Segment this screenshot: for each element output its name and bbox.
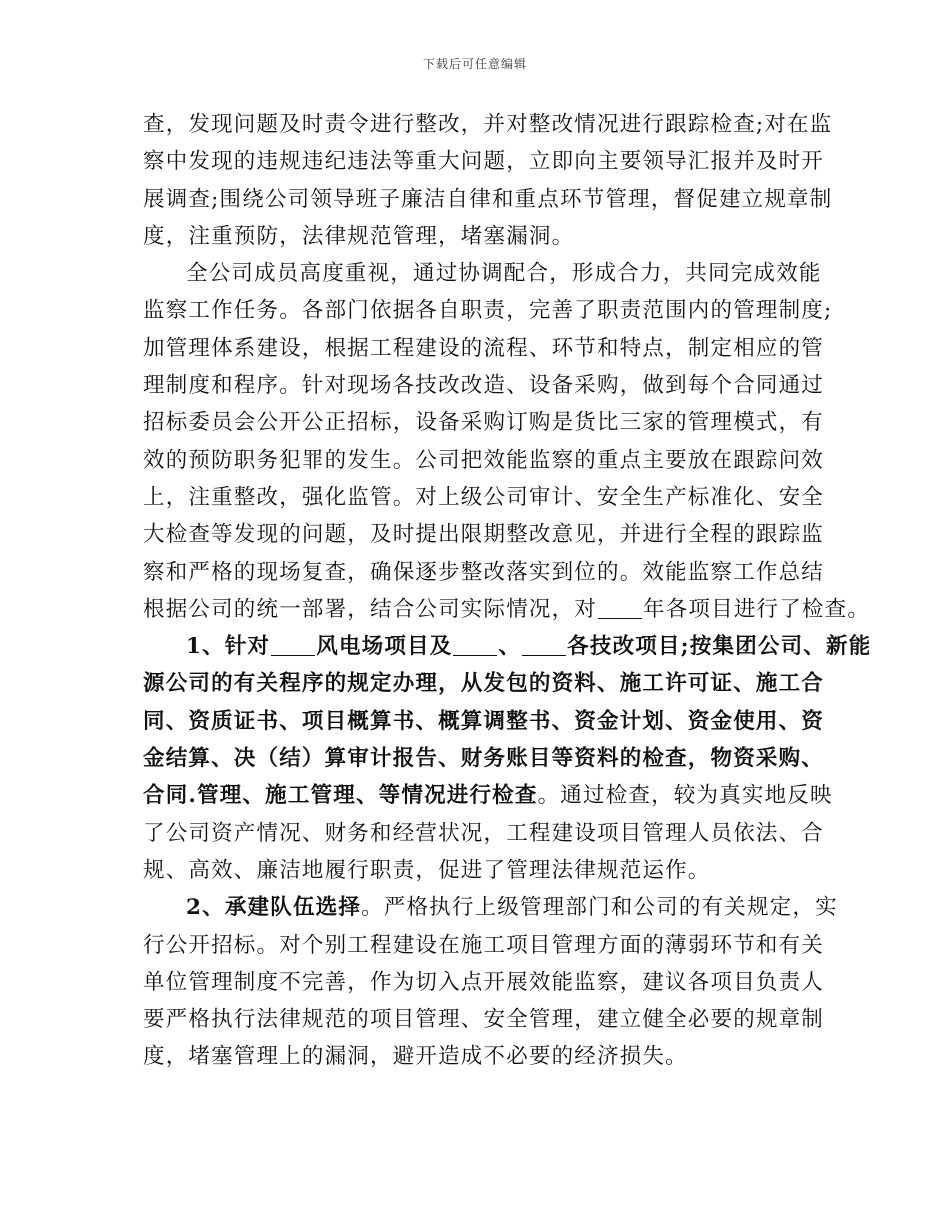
text-line bbox=[143, 628, 872, 665]
document-body bbox=[143, 106, 872, 1076]
text-fragment: 1、针对 bbox=[186, 634, 271, 660]
paragraph-3 bbox=[143, 628, 872, 889]
blank-underline bbox=[271, 634, 315, 657]
text-line: 展调查;围绕公司领导班子廉洁自律和重点环节管理，督促建立规章制 bbox=[143, 186, 833, 212]
paragraph-1 bbox=[143, 106, 833, 255]
text-fragment: 。通过检查，较为真实地反映 bbox=[537, 783, 833, 809]
text-line: 上，注重整改，强化监管。对上级公司审计、安全生产标准化、安全 bbox=[143, 484, 825, 510]
text-line: 大检查等发现的问题，及时提出限期整改意见，并进行全程的跟踪监 bbox=[143, 522, 825, 548]
text-line: 查，发现问题及时责令进行整改，并对整改情况进行跟踪检查;对在监 bbox=[143, 112, 833, 137]
text-line: 察和严格的现场复查，确保逐步整改落实到位的。效能监察工作总结 bbox=[143, 559, 825, 585]
paragraph-4 bbox=[143, 889, 838, 1075]
text-fragment: 2、承建队伍选择 bbox=[186, 895, 362, 921]
blank-underline bbox=[522, 634, 566, 657]
text-line: 了公司资产情况、财务和经营状况，工程建设项目管理人员依法、合 bbox=[143, 820, 825, 846]
text-line: 理制度和程序。针对现场各技改改造、设备采购，做到每个合同通过 bbox=[143, 373, 825, 399]
text-fragment: 各技改项目;按集团公司、新能 bbox=[567, 634, 872, 660]
text-line: 金结算、决（结）算审计报告、财务账目等资料的检查，物资采购、 bbox=[143, 746, 825, 772]
blank-underline bbox=[598, 596, 642, 619]
text-line bbox=[143, 591, 871, 628]
text-fragment: 。严格执行上级管理部门和公司的有关规定，实 bbox=[361, 895, 838, 921]
text-line: 监察工作任务。各部门依据各自职责，完善了职责范围内的管理制度; bbox=[143, 298, 833, 324]
text-line: 加管理体系建设，根据工程建设的流程、环节和特点，制定相应的管 bbox=[143, 335, 825, 361]
text-fragment: 风电场项目及 bbox=[316, 634, 453, 660]
text-line bbox=[143, 889, 838, 926]
page-header: 下载后可任意编辑 bbox=[422, 57, 527, 71]
blank-underline bbox=[453, 634, 497, 657]
text-line: 度，堵塞管理上的漏洞，避开造成不必要的经济损失。 bbox=[143, 1044, 688, 1070]
text-fragment: 、 bbox=[498, 634, 522, 660]
text-fragment: 合同.管理、施工管理、等情况进行检查 bbox=[143, 783, 538, 809]
text-line: 要严格执行法律规范的项目管理、安全管理，建立健全必要的规章制 bbox=[143, 1007, 825, 1033]
text-fragment: 根据公司的统一部署，结合公司实际情况，对 bbox=[143, 596, 598, 622]
text-line: 全公司成员高度重视，通过协调配合，形成合力，共同完成效能 bbox=[186, 261, 822, 287]
text-line: 效的预防职务犯罪的发生。公司把效能监察的重点主要放在跟踪问效 bbox=[143, 447, 825, 473]
text-line: 源公司的有关程序的规定办理，从发包的资料、施工许可证、施工合 bbox=[143, 671, 825, 697]
text-line: 察中发现的违规违纪违法等重大问题，立即向主要领导汇报并及时开 bbox=[143, 149, 825, 175]
text-line: 行公开招标。对个别工程建设在施工项目管理方面的薄弱环节和有关 bbox=[143, 932, 825, 958]
text-fragment: 年各项目进行了检查。 bbox=[643, 596, 871, 622]
text-line bbox=[143, 777, 833, 814]
text-line: 招标委员会公开公正招标，设备采购订购是货比三家的管理模式，有 bbox=[143, 410, 825, 436]
text-line: 单位管理制度不完善，作为切入点开展效能监察，建议各项目负责人 bbox=[143, 969, 825, 995]
text-line: 同、资质证书、项目概算书、概算调整书、资金计划、资金使用、资 bbox=[143, 708, 825, 734]
text-line: 度，注重预防，法律规范管理，堵塞漏洞。 bbox=[143, 223, 575, 249]
text-line: 规、高效、廉洁地履行职责，促进了管理法律规范运作。 bbox=[143, 857, 711, 883]
paragraph-2 bbox=[143, 255, 871, 628]
